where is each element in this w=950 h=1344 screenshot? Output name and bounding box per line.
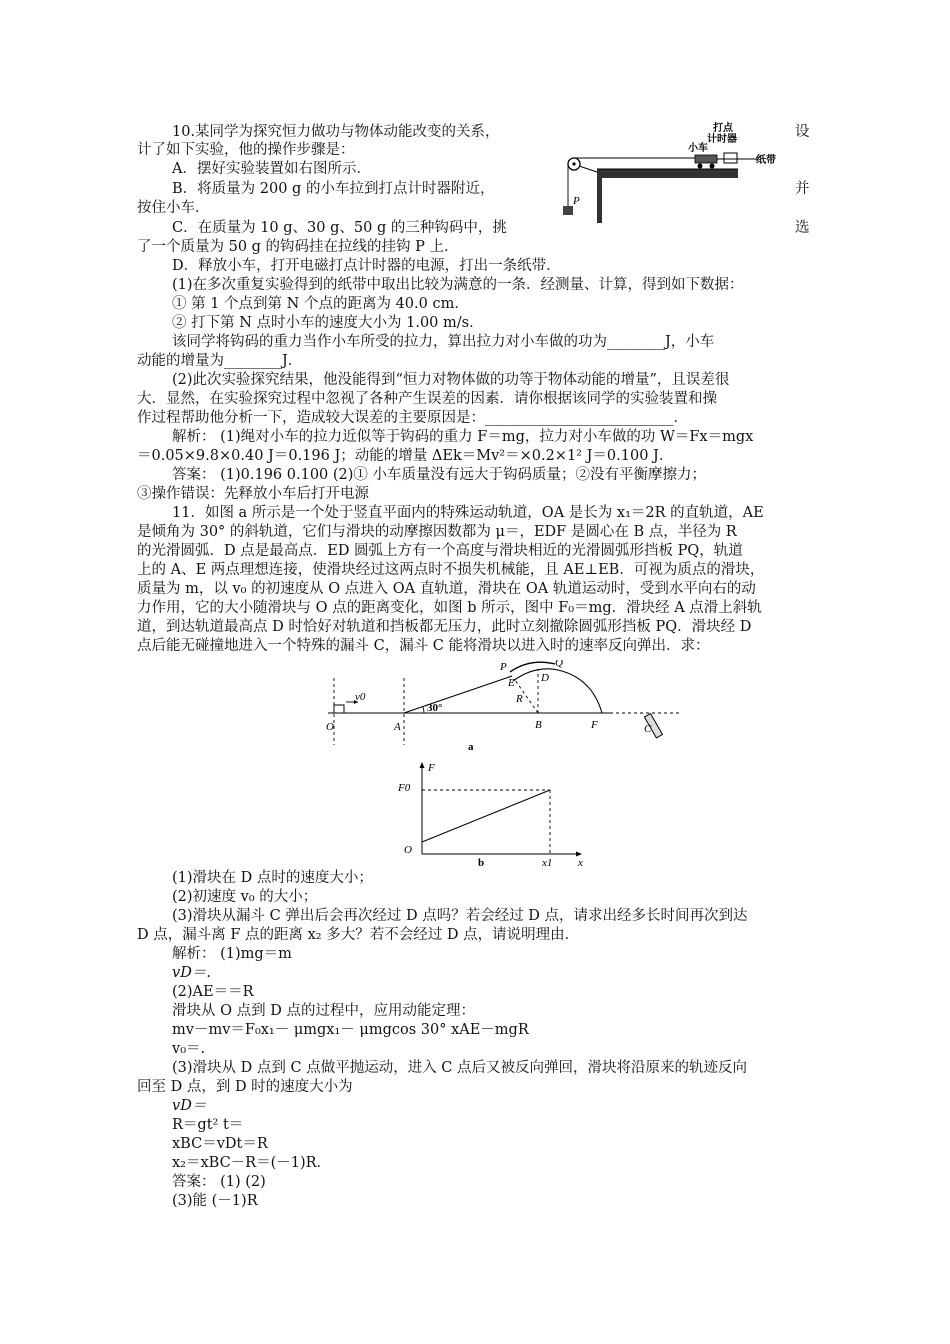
q11-solution-2: vD＝. (172, 965, 211, 981)
label-A: A (394, 721, 401, 733)
q11-solution-6: v₀＝. (172, 1041, 206, 1057)
label-F: F (591, 719, 598, 731)
label-E: E (508, 677, 515, 689)
label-angle: 30° (427, 702, 443, 714)
q11-line5: 质量为 m，以 v₀ 的初速度从 O 点进入 OA 直轨道，滑块在 OA 轨道运动时，受到水平向右的动 (137, 581, 756, 597)
q10-line1-right: 设 (795, 124, 810, 140)
q10-solution-line2: ＝0.05×9.8×0.40 J＝0.196 J；动能的增量 ΔEk＝Mv²＝×0.2×1² J＝0.100 J． (137, 448, 674, 464)
q11-line7: 道，到达轨道最高点 D 时恰好对轨道和挡板都无压力，此时立刻撤除圆弧形挡板 PQ．滑块经 D (137, 619, 752, 635)
q10-part1: (1)在多次重复实验得到的纸带中取出比较为满意的一条．经测量、计算，得到如下数据： (172, 277, 744, 293)
q11-answer-1: 答案： (1) (2) (172, 1174, 266, 1190)
q10-part1-question-cont: 动能的增量为________J． (137, 353, 303, 369)
figure-b-caption: b (478, 857, 485, 868)
q11-solution-11: xBC＝vDt＝R (172, 1136, 268, 1152)
q10-apparatus-figure (555, 118, 785, 223)
label-jishiqi: 计时器 (707, 134, 737, 145)
q11-sub1: (1)滑块在 D 点时的速度大小； (172, 870, 373, 886)
q10-step-c: C．在质量为 10 g、30 g、50 g 的三种钩码中，挑 (172, 220, 507, 236)
label-F: F (428, 762, 435, 774)
label-xiaoche: 小车 (688, 143, 708, 154)
q11-solution-10: R＝gt² t＝ (172, 1117, 244, 1133)
label-dadian: 打点 (713, 123, 733, 134)
q10-part2-line2: 大．显然，在实验探究过程中忽视了各种产生误差的因素．请你根据该同学的实验装置和操 (137, 391, 717, 407)
label-P: P (500, 661, 507, 673)
q11-line1: 11．如图 a 所示是一个处于竖直平面内的特殊运动轨道，OA 是长为 x₁＝2R 的直轨道，AE (172, 505, 764, 521)
label-Q: Q (555, 660, 563, 669)
q10-line2: 计了如下实验，他的操作步骤是： (137, 142, 355, 158)
q11-figure-a (310, 660, 690, 760)
q11-line6: 力作用，它的大小随滑块与 O 点的距离变化，如图 b 所示，图中 F₀＝mg．滑块经 A 点滑上斜轨 (137, 600, 762, 616)
label-D: D (541, 672, 549, 684)
q10-step-c-right: 选 (795, 220, 810, 236)
q11-line8: 点后能无碰撞地进入一个特殊的漏斗 C，漏斗 C 能将滑块以进入时的速率反向弹出．求： (137, 638, 710, 654)
q11-solution-7: (3)滑块从 D 点到 C 点做平抛运动，进入 C 点后又被反向弹回，滑块将沿原来的轨迹反向 (172, 1060, 748, 1076)
label-O: O (404, 844, 412, 856)
q11-solution-9: vD＝ (172, 1098, 207, 1114)
q10-step-b: B．将质量为 200 g 的小车拉到打点计时器附近， (172, 181, 495, 197)
figure-a-caption: a (468, 741, 474, 753)
q11-sub2: (2)初速度 v₀ 的大小； (172, 889, 318, 905)
q11-sub3-line1: (3)滑块从漏斗 C 弹出后会再次经过 D 点吗？若会经过 D 点，请求出经多长时间再次到达 (172, 908, 748, 924)
q11-line4: 上的 A、E 两点理想连接，使滑块经过这两点时不损失机械能，且 AE⊥EB．可视为质点的滑块， (137, 562, 765, 578)
q10-step-a: A．摆好实验装置如右图所示． (172, 161, 371, 177)
q10-step-b-right: 并 (795, 181, 810, 197)
q10-step-d: D．释放小车，打开电磁打点计时器的电源，打出一条纸带． (172, 258, 561, 274)
label-R: R (516, 693, 523, 705)
label-O: O (326, 721, 334, 733)
label-zhidai: 纸带 (756, 155, 776, 166)
q10-step-b-cont: 按住小车． (137, 200, 210, 216)
q10-solution-line1: 解析： (1)绳对小车的拉力近似等于钩码的重力 F＝mg，拉力对小车做的功 W＝Fx＝mgx (172, 429, 754, 445)
q11-line2: 是倾角为 30° 的斜轨道，它们与滑块的动摩擦因数都为 μ＝，EDF 是圆心在 B 点，半径为 R (137, 524, 737, 540)
q10-answer-line2: ③操作错误：先释放小车后打开电源 (137, 486, 369, 502)
q11-solution-3: (2)AE＝＝R (172, 984, 254, 1000)
q10-answer-line1: 答案： (1)0.196 0.100 (2)① 小车质量没有远大于钩码质量；②没有平衡摩擦力； (172, 467, 707, 483)
q11-solution-4: 滑块从 O 点到 D 点的过程中，应用动能定理： (172, 1003, 475, 1019)
q10-line1: 10.某同学为探究恒力做功与物体动能改变的关系， (172, 124, 500, 140)
label-B: B (535, 719, 542, 731)
q11-solution-12: x₂＝xBC－R＝(－1)R． (172, 1155, 332, 1171)
q11-solution-5: mv－mv＝F₀x₁－ μmgx₁－ μmgcos 30° xAE－mgR (172, 1022, 529, 1038)
q10-part2-line1: (2)此次实验探究结果，他没能得到“恒力对物体做的功等于物体动能的增量”，且误差很 (172, 372, 730, 388)
q11-solution-8: 回至 D 点，到 D 时的速度大小为 (137, 1079, 353, 1095)
q10-step-c-cont: 了一个质量为 50 g 的钩码挂在拉线的挂钩 P 上． (137, 239, 459, 255)
q10-data1: ① 第 1 个点到第 N 个点的距离为 40.0 cm． (172, 296, 469, 312)
label-C: C (644, 723, 652, 735)
q11-solution-1: 解析： (1)mg＝m (172, 946, 292, 962)
label-F0: F0 (398, 782, 411, 794)
label-v0: v0 (355, 691, 366, 703)
q11-answer-2: (3)能 (－1)R (172, 1193, 258, 1209)
q10-part2-line3: 作过程帮助他分析一下，造成较大误差的主要原因是：__________________________． (137, 410, 688, 426)
q11-line3: 的光滑圆弧．D 点是最高点．ED 圆弧上方有一个高度与滑块相近的光滑圆弧形挡板 PQ，轨道 (137, 543, 743, 559)
label-x1: x1 (542, 857, 553, 868)
q11-sub3-line2: D 点，漏斗离 F 点的距离 x₂ 多大？若不会经过 D 点，请说明理由． (137, 927, 580, 943)
label-P: P (573, 195, 580, 207)
q11-figure-b (392, 758, 592, 868)
q10-data2: ② 打下第 N 点时小车的速度大小为 1.00 m/s． (172, 315, 484, 331)
label-x: x (578, 857, 583, 868)
q10-part1-question: 该同学将钩码的重力当作小车所受的拉力，算出拉力对小车做的功为________J，小车 (172, 334, 715, 350)
